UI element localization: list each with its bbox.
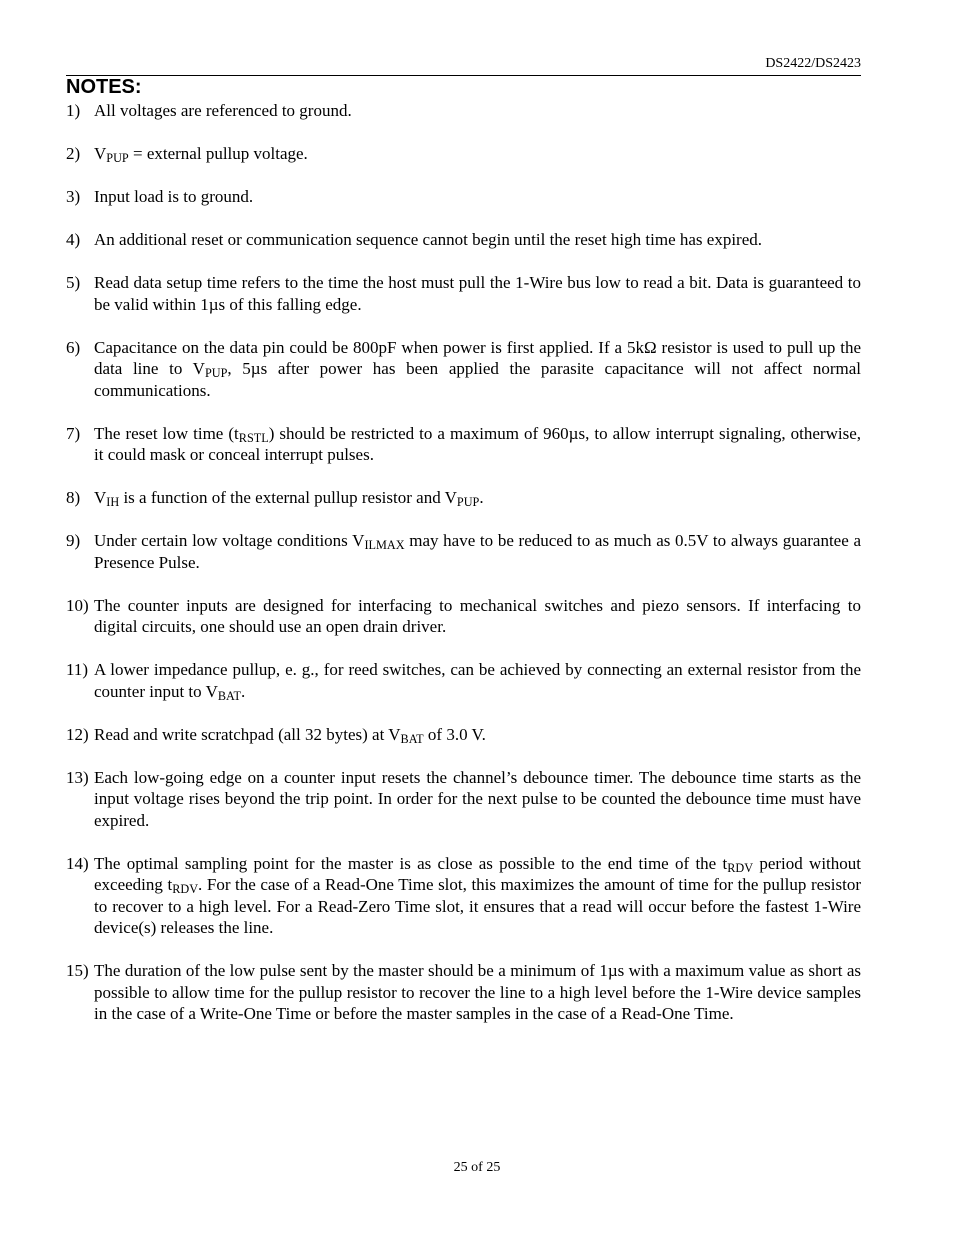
note-text: Input load is to ground. [94,187,254,206]
note-text: The counter inputs are designed for interfacing to mechanical switches and piezo sensors. If interfacing to digital circuits, one should use an open drain driver. [94,595,861,636]
note-item [66,767,861,832]
note-text: All voltages are referenced to ground. [94,101,352,120]
note-text: Read and write scratchpad (all 32 bytes) at $V_{BAT}$ of 3.0 V. [94,724,486,746]
note-number: 9) [66,531,81,550]
note-number: 15) [66,961,89,980]
note-number: 5) [66,273,81,292]
note-text: The optimal sampling point for the master is as close as possible to the end time of the $t_{RDV}$ period without exceeding $t_{RDV}$. For the case of a Read-One Time slot, this maximizes the amount of time for the pullup resistor to recover to a high level. For a Read-Zero Time slot, it ensures that a read will occur before the fastest 1-Wire device(s) releases the line. [94,853,861,937]
document-id: DS2422/DS2423 [765,56,861,71]
note-item [66,143,861,165]
note-item [66,595,861,638]
note-item [66,423,861,466]
note-item [66,530,861,573]
note-text: Under certain low voltage conditions $V_{ILMAX}$ may have to be reduced to as much as 0.5V to always guarantee a Presence Pulse. [94,531,861,572]
note-item [66,853,861,939]
note-text: Each low-going edge on a counter input resets the channel’s debounce timer. The debounce time starts as the input voltage rises beyond the trip point. In order for the next pulse to be counted the debounce time must have expired. [94,767,861,830]
note-item [66,724,861,746]
note-number: 13) [66,767,89,787]
note-text: Read data setup time refers to the time the host must pull the 1-Wire bus low to read a bit. Data is guaranteed to be valid within 1µs of this falling edge. [94,273,861,314]
note-number: 14) [66,853,89,873]
note-item [66,272,861,315]
note-number: 1) [66,101,81,120]
note-text: A lower impedance pullup, e. g., for reed switches, can be achieved by connecting an external resistor from the counter input to $V_{BAT}$. [94,660,861,703]
note-number: 8) [66,488,81,507]
note-item [66,659,861,702]
note-text: $V_{PUP}$ = external pullup voltage. [94,144,308,166]
notes-list [66,100,861,1046]
note-number: 2) [66,144,81,163]
note-text: $V_{IH}$ is a function of the external pullup resistor and $V_{PUP}$. [94,488,484,510]
note-text: The reset low time $(t_{RSTL})$ should be restricted to a maximum of 960µs, to allow interrupt signaling, otherwise, it could mask or conceal interrupt pulses. [94,423,861,464]
note-number: 12) [66,724,89,744]
note-item [66,100,861,122]
note-number: 7) [66,423,81,443]
note-number: 6) [66,337,81,357]
note-number: 11) [66,660,89,679]
note-text: The duration of the low pulse sent by the master should be a minimum of 1µs with a maximum value as short as possible to allow time for the pullup resistor to recover the line to a high level before the 1-Wire device samples in the case of a Write-One Time or before the master samples in the case of a Read-One Time. [94,961,861,1023]
note-text: An additional reset or communication sequence cannot begin until the reset high time has expired. [94,230,762,249]
page-number: 25 of 25 [453,1160,501,1175]
note-number: 4) [66,230,81,249]
notes-heading: NOTES: [66,76,142,98]
note-number: 3) [66,187,81,206]
note-item [66,960,861,1025]
note-item [66,337,861,402]
note-number: 10) [66,595,89,615]
note-item [66,487,861,509]
header-rule [66,75,861,76]
note-item [66,186,861,208]
note-item [66,229,861,251]
note-text: Capacitance on the data pin could be 800pF when power is first applied. If a 5kΩ resistor is used to pull up the data line to $V_{PUP}$, 5µs after power has been applied the parasite capacitance will not affect normal communications. [94,337,861,400]
